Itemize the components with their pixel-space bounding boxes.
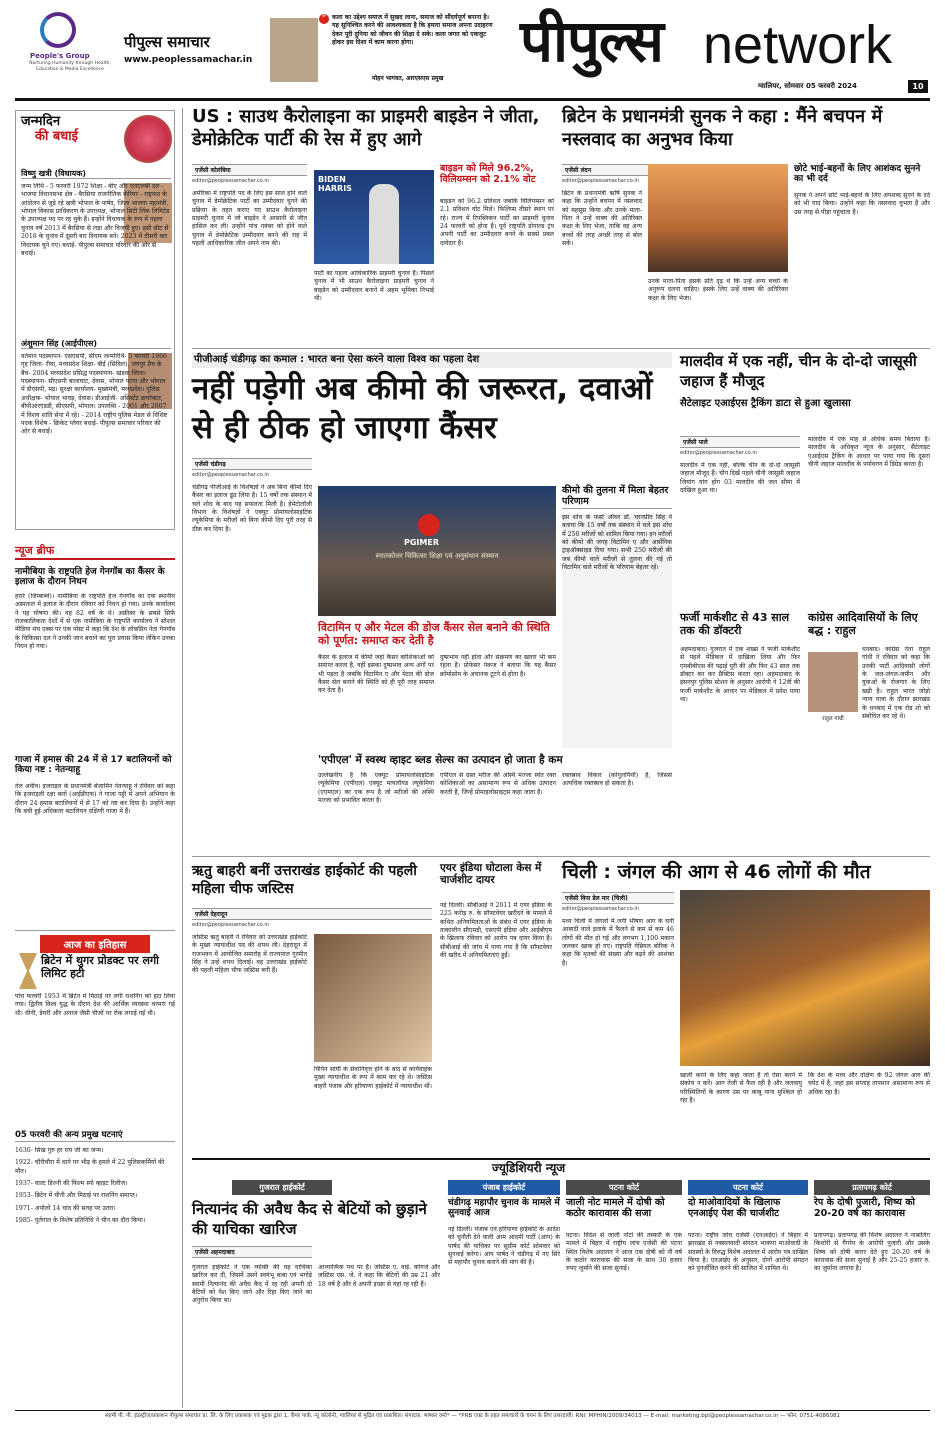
event-item: 1937- वाल्ट डिज्नी की फिल्म स्नो व्हाइट रिलीज। bbox=[15, 1180, 128, 1188]
judiciary-title: ज्यूडिशियरी न्यूज bbox=[492, 1161, 566, 1175]
events-list bbox=[15, 1147, 175, 1397]
patna1-headline: जाली नोट मामले में दोषी को कठोर कारावास की सजा bbox=[566, 1197, 665, 1219]
us-stat: बाइडन को मिले 96.2%, विलियम्सन को 2.1% वोट bbox=[440, 163, 536, 185]
justice-text-2: विपिन सांघी के सेवानिवृत्त होने के बाद से कार्यवाहक मुख्य न्यायाधीश के रूप में काम कर रहे थे। जस्टिस बाहरी पंजाब और हरियाणा हाईकोर्ट में न्यायाधीश थीं। bbox=[314, 1066, 432, 1090]
justice-email: editor@peoplessamachar.co.in bbox=[192, 922, 269, 928]
punjab-story bbox=[448, 1180, 560, 1400]
patna2-tag: पटना कोर्ट bbox=[688, 1180, 808, 1195]
maldives-text-2: मालदीव में एक माह से अधिक समय बिताया है। मालदीव के अधिकृत न्यूज के अनुसार, सैटेलाइट एआईएस ट्रैकिंग के आधार पर पाया गया कि दूसरा चीनी जहाज मालदीव के पर्यावरण में डिग्रेड करता है। bbox=[808, 436, 930, 469]
judiciary-band bbox=[192, 1158, 930, 1176]
uk-byline: एजेंसी लंदन bbox=[562, 164, 702, 176]
cancer-subhead-2: 'एपीएल' में स्वस्थ व्हाइट ब्लड सेल्स का उत्पादन हो जाता है कम bbox=[318, 754, 563, 766]
maldives-story bbox=[680, 352, 930, 612]
event-item: 1985- पुर्तगाल के विशेष प्रतिनिधि ने चीन का दौरा किया। bbox=[15, 1217, 146, 1225]
congress-headline: कांग्रेस आदिवासियों के लिए बद्ध : राहुल bbox=[808, 611, 918, 637]
event-item: 1953- ब्रिटेन में चीनी और मिठाई पर राशनिंग समाप्त। bbox=[15, 1192, 138, 1200]
us-headline: US : साउथ कैरोलाइना का प्राइमरी बाइडेन ने जीता, डेमोक्रेटिक पार्टी की रेस में हुए आगे bbox=[192, 106, 540, 150]
flowers-image bbox=[124, 115, 172, 163]
cancer-subhead-1: विटामिन ए और मेटल की डोज कैंसर सेल बनाने की स्थिति को पूर्णत: समाप्त कर देती है bbox=[318, 621, 550, 647]
uk-photo bbox=[648, 164, 788, 272]
uk-text-3: सुनक ने अपने छोटे भाई-बहनों के लिए अपशब्द सुनने के दर्द को भी याद किया। उन्होंने कहा कि नस्लवाद चुभता है और उस तरह से पीड़ा पहुंचाता है। bbox=[794, 192, 930, 216]
maldives-email: editor@peoplessamachar.co.in bbox=[680, 450, 757, 456]
patna2-text: पटना। राष्ट्रीय जांच एजेंसी (एनआईए) ने बिहार में झारखंड से नक्सलवादी संगठन भाकपा माओवादी के सदस्यों के विरुद्ध विशेष अदालत में आरोप पत्र दाखिल किया है। एनआईए के अनुसार, दोनों आरोपी संगठन को पुनर्जीवित करने की साजिश में शामिल थे। bbox=[688, 1232, 808, 1273]
chemo-compare-text: इस शोध के फर्स्ट ऑथर डॉ. चरनप्रीत सिंह ने बताया कि 15 वर्षों तक संस्थान में चले इस शोध में 250 मरीजों को शामिल किया गया। इन मरीजों को कीमो की जगह विटामिन ए और आर्सेनिक ट्राइऑक्साइड दिया गया। सभी 250 मरीजों की जब कीमो वाले मरीजों से तुलना की गई तो विटामिन वाले मरीजों के परिणाम बेहतर रहे। bbox=[562, 514, 672, 748]
person1-text: जन्म तिथि - 5 फरवरी 1972 शिक्षा - बीए और एलएलबी दल - भाजपा विधानसभा क्षेत्र - बैरसिया राजनीतिक कॅरियर - राष्ट्रवाद के आंदोलन से जुड़े रहे खत्री भोपाल के पार्षद, जिला भाजपा महामंत्री, भोपाल विकास प्राधिकरण के उपाध्यक्ष, भोपाल सिटी लिंक लिमिटेड के उपाध्यक्ष पद पर रह चुके हैं। इन्होंने विधायक के रूप में पहला चुनाव वर्ष 2013 में बैरसिया से लड़ा और विजयी हुए। इसी सीट से 2018 के चुनाव में दूसरी बार विधायक बने। 2023 में तीसरी बार विधायक चुने गए। बधाई- पीपुल्स समाचार परिवार की ओर से बधाई। bbox=[21, 183, 170, 257]
chile-text-1: मध्य चिली में जंगलों में लगी भीषण आग के घनी आबादी वाले इलाके में फैलने से कम से कम 46 लोगों की मौत हो गई और लगभग 1,100 मकान जलकर खाक हो गए। राष्ट्रपति गेब्रियल बोरिक ने कहा कि मृतकों की संख्या और बढ़ने की आशंका है। bbox=[562, 918, 674, 967]
chile-email: editor@peoplessamachar.co.in bbox=[562, 906, 639, 912]
justice-byline: एजेंसी देहरादून bbox=[192, 908, 432, 920]
brief-text-1: हरारे (जिम्बाब्वे)। नामीबिया के राष्ट्रपति हेज गेनगॉब का एक स्थानीय अस्पताल में इलाज के दौरान रविवार को निधन हो गया। उनके कार्यालय ने यह घोषणा की। वह 82 वर्ष के थे। अफ्रीका के सबसे सिर्फ राजकालिकता देशों में से एक नामीबिया के राष्ट्रपति कार्यालय ने सोशल मीडिया मंच एक्स पर एक पोस्ट में कहा कि देश के लोकप्रिय नेता गेनगॉब के चिकित्सा दल ने उनकी जान बचाने का पूरा प्रयास किया लेकिन उनका निधन हो गया। bbox=[15, 593, 175, 651]
cancer-text-2: कैंसर के इलाज में कीमो जहां कैंसर कोशिकाओं को समाप्त करता है, वहीं इसका दुष्प्रभाव अन्य अंगों पर भी पड़ता है जबकि विटामिन ए और मेटल की डोज कैंसर सेल बनाने की स्थिति को ही पूरी तरह समाप्त कर देता है। bbox=[318, 654, 434, 695]
us-photo bbox=[314, 170, 434, 264]
brief-text-2: तेल अवीव। इजराइल के प्रधानमंत्री बेंजामिन नेतन्याहू ने रविवार को कहा कि इजराइली रक्षा बलों (आईडीएफ) ने गाजा पट्टी में अपने अभियान के दौरान 24 हमास बटालियनों में से 17 को नष्ट कर दिया है। उन्होंने कहा कि बची हुई अधिकतर बटालियन दक्षिणी गाजा में हैं। bbox=[15, 783, 175, 816]
cancer-text-3: दुष्प्रभाव नहीं होता और संक्रमण का खतरा भी कम रहता है। प्रोफेसर पंकज ने बताया कि यह कैंसर क्रोमोसोम के अचानक टूटने से होता है। bbox=[440, 654, 556, 678]
itihas-text: पांच फरवरी 1953 में ब्रिटेन में मिठाई पर लगी राशनिंग को हटा लिया गया। द्वितीय विश्व युद्ध के दौरान देश की आर्थिक व्यवस्था चरमरा गई थी। चीनी, डेयरी और अनाज जैसी चीजों पर रोक लगाई गई थी। bbox=[15, 993, 175, 1017]
group-name: People's Group bbox=[30, 52, 90, 60]
maldives-byline: एजेंसी माले bbox=[680, 436, 800, 448]
patna2-headline: दो माओवादियों के खिलाफ एनआईए पेश की चार्जशीट bbox=[688, 1197, 781, 1219]
pratap-text: प्रतापगढ़। प्रतापगढ़ की विशेष अदालत ने नाबालिग किशोरी से गैंगरेप के आरोपी पुजारी और उसके शिष्य को दोषी करार देते हुए 20-20 वर्ष के कारावास की सजा सुनाई है और 25-25 हजार रु. का जुर्माना लगाया है। bbox=[814, 1232, 930, 1273]
birthday-box bbox=[15, 110, 175, 530]
events-title: 05 फरवरी की अन्य प्रमुख घटनाएं bbox=[15, 1131, 175, 1142]
event-item: 1971- अपोलो 14 चांद की सतह पर उतरा। bbox=[15, 1204, 116, 1212]
pratap-tag: प्रतापगढ़ कोर्ट bbox=[814, 1180, 930, 1195]
pgimer-sign-sub: स्नातकोत्तर चिकित्सा शिक्षा एवं अनुसंधान संस्थान bbox=[375, 552, 499, 560]
gujarat-tag: गुजरात हाईकोर्ट bbox=[232, 1180, 332, 1195]
quote-mark-icon: “ bbox=[319, 14, 329, 24]
birthday-title-bottom: की बधाई bbox=[35, 128, 79, 144]
wildfire-photo bbox=[680, 890, 930, 1066]
chile-story bbox=[562, 862, 930, 1152]
patna1-text: पटना। विदेश से जाली नोटों की तस्करी के एक मामले में बिहार में राष्ट्रीय जांच एजेंसी की पटना स्थित विशेष अदालत ने आज एक दोषी को नौ वर्ष के कठोर कारावास की सजा के साथ 30 हजार रुपए जुर्माने की सजा सुनाई। bbox=[566, 1232, 682, 1273]
person2-text: वर्तमान पदस्थापन- एसएसपी, सीएम जन्मतिथि- 5 फरवरी 1966 गृह जिला- रीवा, मध्यप्रदेश शिक्षा- बीई (सिविल), जयपुर प्रैच के बैच- 2004 मध्यप्रदेश प्रसिद्ध पदस्थापना- खंडवा जिला। पदस्थापना- सीएसपी बालाघाट, देवास, भोपाल पटना और भोपाल में डीएसपी, मद्र। सुरक्षा कार्यालय- मुख्यमंत्री, मध्यप्रदेश। पुलिस अधीक्षक- भोपाल भावड़, देवास। डीआईजी- असिस्टेंट डायरेक्टर, बीपीआरएंडडी, सीएसपी, भोपाल। उपलब्धि - 2001 और 2007 में विशय शांति सेना में रहे। - 2014 राष्ट्रीय पुलिस मेडल से विशिष्ट पदक विशेष - क्रिकेट प्लेयर बधाई- पीपुल्स समाचार परिवार की ओर से बधाई। bbox=[21, 353, 168, 436]
chile-byline: एजेंसी विना डेल मार (चिली) bbox=[562, 892, 674, 904]
us-text-2: पार्टी का पहला आधिकारिक प्राइमरी चुनाव है। पिछले चुनाव में भी साउथ कैरोलाइना प्राइमरी चुनाव ने बाइडेन को उम्मीदवार बनाने में अहम भूमिका निभाई थी। bbox=[314, 270, 434, 303]
punjab-text: नई दिल्ली। पंजाब एवं हरियाणा हाईकोर्ट के आदेश को चुनौती देने वाली आम आदमी पार्टी (आप) के पार्षद की याचिका पर सुप्रीम कोर्ट सोमवार को सुनवाई करेगा। आप पार्षद ने चंडीगढ़ में नए सिरे से महापौर चुनाव कराने की मांग की है। bbox=[448, 1226, 560, 1267]
uk-headline: ब्रिटेन के प्रधानमंत्री सुनक ने कहा : मैंने बचपन में नस्लवाद का अनुभव किया bbox=[562, 106, 883, 150]
cancer-byline: एजेंसी चंडीगढ़ bbox=[192, 458, 312, 470]
uk-text-2: उनके माता-पिता इसके प्रति दृढ़ थे कि उन्हें अन्य बच्चों के अनुरूप दलना चाहिए। इसके लिए उन्हें वाक्य की अतिरिक्त कक्षा के लिए भेजा। bbox=[648, 278, 788, 302]
gujarat-story bbox=[192, 1180, 440, 1400]
column-divider bbox=[182, 108, 183, 1408]
uk-subhead: छोटे भाई-बहनों के लिए आशंकद सुनने का भी दर्द bbox=[794, 164, 921, 185]
hourglass-icon bbox=[19, 953, 37, 989]
footer-imprint: स्वामी पी. पी. इंडस्ट्रीज/प्रकाशन पीपुल्स समाचार प्रा. लि. के लिए प्रकाशक एवं मुद्रक द्वारा 1, कैंपर पार्क, न्यू कॉलोनी, ग्वालियर से मुद्रित एवं प्रकाशित। संपादक: भाष्कर वर्मा* — *PRB एक्ट के तहत समाचारों के चयन के लिए उत्तरदायी। RNI: MPHIN/2009/34013 — E-mail: marketing.bpl@peoplessamachar.co.in — फोन: 0751-4086081 bbox=[15, 1410, 930, 1421]
pgimer-sign: PGIMER bbox=[404, 538, 439, 547]
pratap-story bbox=[814, 1180, 930, 1400]
event-item: 1630- सिख गुरु हर राय जी का जन्म। bbox=[15, 1147, 104, 1154]
quote-text: कला का उद्देश्य समाज में सुखद लाना, समाज को सौंदर्यपूर्ण बनाना है। यह सुनिश्चित करने की आवश्यकता है कि हमारा समाज अपना उदाहरण देकर पूरी दुनिया को जीवन की शिक्षा दे सके। कला जगत को एकजुट होकर इस दिशा में काम करना होगा। bbox=[332, 14, 493, 47]
gujarat-text-2: आध्यात्मिक पथ पर हैं। जस्टिस ए. वाई. कोगजे और जस्टिस एस. जे. ने कहा कि बेटियों की उम्र 21 और 18 वर्ष है और वे अपनी इच्छा से वहां रह रही हैं। bbox=[318, 1264, 440, 1288]
rahul-photo bbox=[808, 652, 858, 712]
gujarat-text-1: गुजरात हाईकोर्ट ने एक व्यक्ति की वह याचिका खारिज कर दी, जिसमें उसने स्वयंभू बाबा एवं भगोड़े स्वामी नित्यानंद की अवैध कैद में रह रही अपनी दो बेटियों को पेश किए जाने और रिहा किए जाने का अनुरोध किया था। bbox=[192, 1264, 312, 1305]
punjab-headline: चंडीगढ़ महापौर चुनाव के मामले में सुनवाई आज bbox=[448, 1198, 560, 1219]
person1-name: विष्णु खत्री (विधायक) bbox=[21, 169, 171, 179]
cancer-text-1: चंडीगढ़ पीजीआई के विशेषज्ञों ने अब बिना कीमो दिए कैंसर का इलाज ढूंढ लिया है। 15 वर्षों तक संस्थान में चले शोध के बाद यह सफलता मिली है। हेमेटोलॉजी विभाग के विशेषज्ञों ने एक्यूट प्रोमायलोसाइटिक ल्यूकेमिया के मरीजों को बिना कीमो दिए पूरी तरह से ठीक कर दिया है। bbox=[192, 484, 312, 533]
brand-network: network bbox=[703, 15, 893, 75]
pgimer-logo bbox=[418, 514, 440, 536]
itihas-label: आज का इतिहास bbox=[40, 935, 150, 953]
congress-text: धनबाद। कांग्रेस नेता राहुल गांधी ने रविवार को कहा कि उनकी पार्टी आदिवासी लोगों के जल-जंगल-जमीन और युवाओं के रोजगार के लिए खड़ी है। राहुल भारत जोड़ो न्याय यात्रा के दौरान झारखंड के धनबाद में एक रोड शो को संबोधित कर रहे थे। bbox=[862, 646, 930, 720]
chile-headline: चिली : जंगल की आग से 46 लोगों की मौत bbox=[562, 861, 871, 883]
news-brief-label: न्यूज ब्रीफ bbox=[15, 545, 175, 560]
patna1-story bbox=[566, 1180, 682, 1400]
maldives-headline: मालदीव में एक नहीं, चीन के दो-दो जासूसी जहाज हैं मौजूद bbox=[680, 352, 917, 390]
maldives-text-1: मालदीव में एक नहीं, बल्कि चीन के दो-दो जासूसी जहाज मौजूद हैं। चीन दिखें पहले चीनी जासूसी जहाज जियांग यांग होंग 03 मालदीव की जल सीमा में दाखिल हुआ था। bbox=[680, 462, 800, 495]
patna2-story bbox=[688, 1180, 808, 1400]
airindia-story bbox=[440, 862, 552, 1152]
biden-figure bbox=[369, 184, 399, 264]
airindia-headline: एयर इंडिया घोटाला केस में चार्जशीट दायर bbox=[440, 862, 542, 887]
cancer-text-4: उल्लेखनीय है कि एक्यूट प्रोमायलोसाइटिक ल्यूकेमिया (एपीएल) एक्यूट मायलॉयड ल्यूकेमिया (एएमएल) का एक रूप है जो मरीजों की अस्थि मज्जा को प्रभावित करता है। bbox=[318, 772, 434, 805]
rule-1 bbox=[192, 348, 930, 349]
itihas-section bbox=[15, 930, 175, 1400]
fake-doctor-story bbox=[680, 612, 800, 852]
cancer-text-6: रक्तस्राव विकार (कोगुलोपैथी) है, जिससे अत्यधिक रक्तस्राव हो सकता है। bbox=[562, 772, 672, 788]
justice-photo bbox=[314, 934, 432, 1062]
masthead bbox=[0, 0, 945, 100]
chile-text-3: कि देश के मध्य और दक्षिण के 92 जंगल आग की चपेट में हैं, जहां इस सप्ताह तापमान असामान्य रूप से अधिक रहा है। bbox=[808, 1072, 930, 1096]
itihas-headline: ब्रिटेन में थुगर प्रोडक्ट पर लगी लिमिट हटी bbox=[41, 954, 160, 980]
uk-text-1: ब्रिटेन के प्रधानमंत्री ऋषि सुनक ने कहा कि उन्होंने बचपन में नस्लवाद को महसूस किया और उनके माता-पिता ने उन्हें वाक्य की अतिरिक्त कक्षा के लिए भेजा, ताकि वह अन्य बच्चों की तरह अच्छी तरह से बोल सकें। bbox=[562, 190, 642, 248]
cancer-kicker: पीजीआई चंडीगढ़ का कमाल : भारत बना ऐसा करने वाला विश्व का पहला देश bbox=[192, 352, 672, 368]
cancer-text-5: एपीएल से ग्रस्त मरीज की अस्थि मज्जा स्वेत रक्त कोशिकाओं का असामान्य रूप से अधिक उत्पादन करती है, जिन्हें प्रोमाइलोसाइट्स कहा जाता है। bbox=[440, 772, 556, 796]
us-text-1: अमेरिका में राष्ट्रपति पद के लिए इस साल होने वाले चुनाव में डेमोक्रेटिक पार्टी का उम्मीदवार चुनने की प्रक्रिया के तहत कराए गए साउथ कैरोलाइना प्राइमरी चुनाव में जो बाइडेन ने आसानी से जीत हासिल कर ली। उन्होंने पांच नवंबर को होने वाले चुनाव में डेमोक्रेटिक उम्मीदवार बनने की राह में पहली आधिकारिक जीत अपने नाम की। bbox=[192, 190, 307, 248]
chemo-compare-headline: कीमो की तुलना में मिला बेहतर परिणाम bbox=[562, 486, 672, 509]
congress-story bbox=[808, 612, 930, 852]
justice-headline: ऋतु बाहरी बनीं उत्तराखंड हाईकोर्ट की पहली महिला चीफ जस्टिस bbox=[192, 863, 417, 898]
person2-name: अंशुमान सिंह (आईपीएस) bbox=[21, 339, 171, 349]
campaign-sign: BIDEN HARRIS bbox=[318, 175, 352, 193]
event-item: 1922- चौरीचौरा में थाने पर भीड़ के हमले में 22 पुलिसकर्मियों की मौत। bbox=[15, 1159, 165, 1175]
pgimer-photo bbox=[318, 486, 556, 616]
group-tagline: Nurturing Humanity through Health, Education & Media Excellence bbox=[29, 61, 111, 72]
dateline: ग्वालियर, सोमवार 05 फरवरी 2024 bbox=[758, 82, 857, 90]
gujarat-headline: नित्यानंद की अवैध कैद से बेटियों को छुड़ाने की याचिका खारिज bbox=[192, 1200, 427, 1238]
masthead-rule bbox=[15, 98, 930, 101]
birthday-header bbox=[21, 115, 121, 155]
brand-hindi: पीपुल्स bbox=[520, 7, 663, 75]
brief-headline-2: गाजा में हमास की 24 में से 17 बटालियनों को किया नष्ट : नेतन्याहू bbox=[15, 755, 172, 776]
justice-story bbox=[192, 862, 432, 1152]
rahul-caption: राहुल गांधी bbox=[822, 716, 844, 722]
birthday-title-top: जन्मदिन bbox=[21, 114, 61, 129]
cancer-story bbox=[192, 352, 672, 852]
quote-author-photo bbox=[270, 18, 318, 82]
punjab-tag: पंजाब हाईकोर्ट bbox=[448, 1180, 560, 1195]
peoples-group-logo bbox=[40, 12, 76, 48]
fake-doctor-headline: फर्जी मार्कशीट से 43 साल तक की डॉक्टरी bbox=[680, 611, 790, 637]
us-byline: एजेंसी कोलंबिया bbox=[192, 164, 307, 176]
gujarat-byline: एजेंसी अहमदाबाद bbox=[192, 1246, 312, 1258]
page-number: 10 bbox=[908, 80, 928, 93]
small-paper-name: पीपुल्स समाचार bbox=[124, 33, 210, 51]
cancer-email: editor@peoplessamachar.co.in bbox=[192, 472, 269, 478]
us-story bbox=[192, 106, 554, 346]
patna1-tag: पटना कोर्ट bbox=[566, 1180, 682, 1195]
rule-2 bbox=[192, 856, 930, 857]
maldives-deck: सैटेलाइट एआईएस ट्रैकिंग डाटा से हुआ खुलासा bbox=[680, 398, 851, 409]
uk-story bbox=[562, 106, 930, 346]
airindia-text: नई दिल्ली। सीबीआई ने 2011 में एयर इंडिया के 225 करोड़ रु. के सॉफ्टवेयर खरीदने के मामले में कथित अनियमितताओं के संबंध में एयर इंडिया के तत्कालीन सीएमडी, एसएपी इंडिया और आईबीएम के खिलाफ रविवार को आरोप पत्र दायर किया है। सीबीआई की जांच में पाया गया है कि सॉफ्टवेयर की खरीद में अनियमितताएं हुईं। bbox=[440, 902, 552, 960]
brief-headline-1: नामीबिया के राष्ट्रपति हेज गेनगॉब का कैंसर के इलाज के दौरान निधन bbox=[15, 567, 165, 588]
us-email: editor@peoplessamachar.co.in bbox=[192, 178, 269, 184]
news-brief-section bbox=[15, 545, 175, 925]
quote-author: मोहन भागवत, आरएसएस प्रमुख bbox=[372, 75, 444, 82]
fake-doctor-text: अहमदाबाद। गुजरात में एक शख्स ने फर्जी मार्कशीट से पहले मेडिकल में दाखिला लिया और फिर एमबीबीएस की पढ़ाई पूरी की और फिर 43 साल तक डॉक्टर बन कर प्रैक्टिस करता रहा। अहमदाबाद के इसनपुर पुलिस स्टेशन के अनुसार आरोपी ने 12वीं की फर्जी मार्कशीट के आधार पर मेडिकल में प्रवेश पाया था। bbox=[680, 646, 800, 704]
chile-text-2: खाली करने के लिए कहा जाता है तो ऐसा करने में संकोच न करें। आग तेजी से फैल रही है और जलवायु परिस्थितियों के कारण उस पर काबू पाना मुश्किल हो रहा है। bbox=[680, 1072, 802, 1105]
cancer-headline: नहीं पड़ेगी अब कीमो की जरूरत, दवाओं से ही ठीक हो जाएगा कैंसर bbox=[192, 371, 653, 446]
us-text-3: बाइडन को 96.2 प्रतिशत जबकि विलियम्सन को 2.1 प्रतिशत वोट मिले। फिलिप्स तीसरे स्थान पर रहे। राज्य में रिपब्लिकन पार्टी का प्राइमरी चुनाव 24 फरवरी को होना है। पूर्व राष्ट्रपति डोनाल्ड ट्रंप अपनी पार्टी का उम्मीदवार बनने के सबसे प्रबल दावेदार हैं। bbox=[440, 198, 554, 247]
uk-email: editor@peoplessamachar.co.in bbox=[562, 178, 639, 184]
justice-text-1: जस्टिस ऋतु बाहरी ने रविवार को उत्तराखंड हाईकोर्ट के मुख्य न्यायाधीश पद की शपथ ली। देहरादून में राजभवन में आयोजित समारोह में राज्यपाल गुरमीत सिंह ने उन्हें शपथ दिलाई। वह उत्तराखंड हाईकोर्ट की पहली महिला चीफ जस्टिस बनी हैं। bbox=[192, 934, 307, 975]
pratap-headline: रेप के दोषी पुजारी, शिष्य को 20-20 वर्ष का कारावास bbox=[814, 1197, 915, 1219]
website-link[interactable]: www.peoplessamachar.in bbox=[124, 55, 253, 65]
